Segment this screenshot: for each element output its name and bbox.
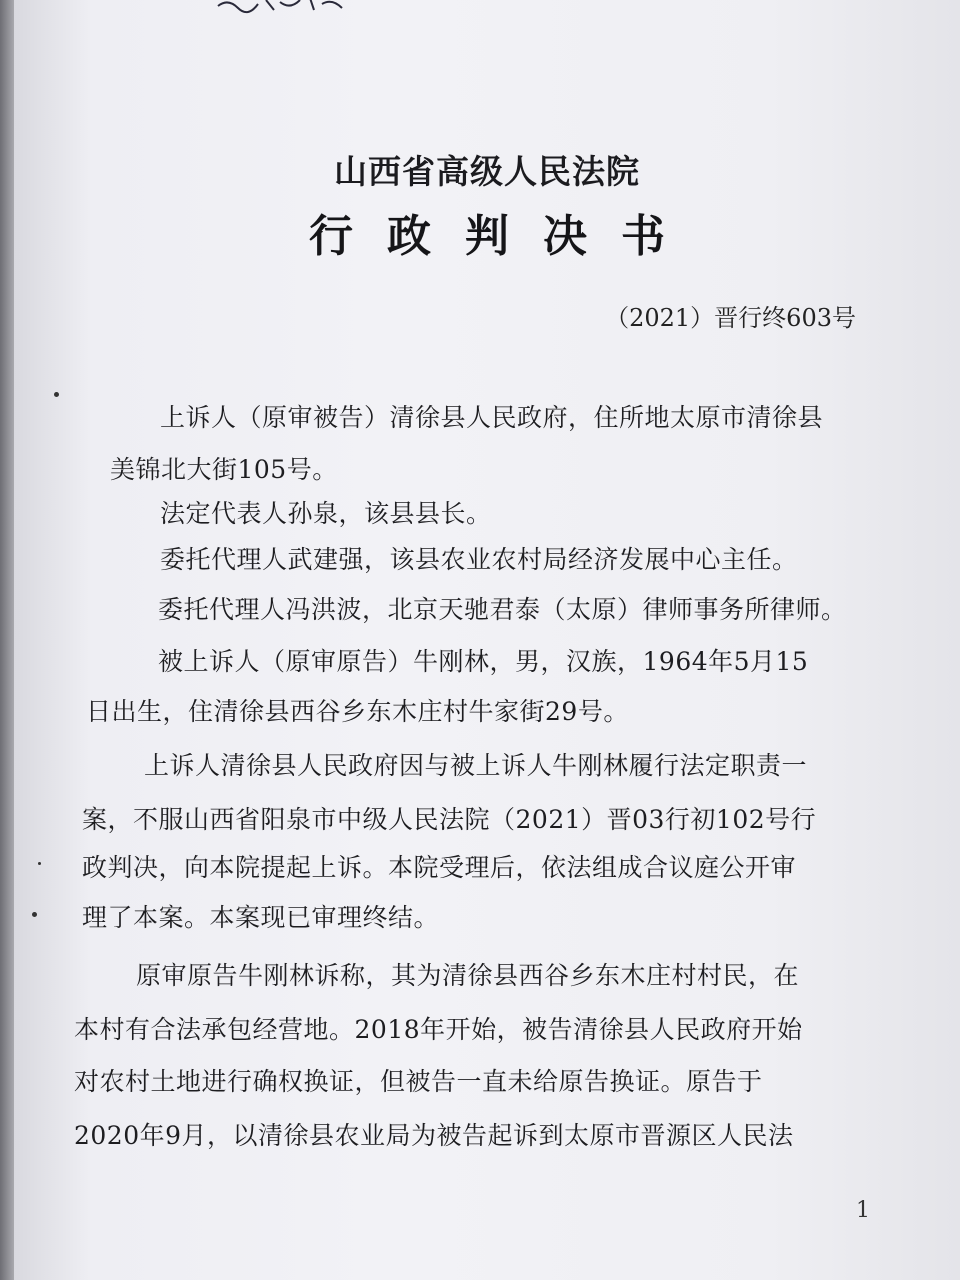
- body-line: 案，不服山西省阳泉市中级人民法院（2021）晋03行初102号行: [82, 805, 817, 834]
- page-edge-shadow: [0, 0, 14, 1280]
- margin-mark: [38, 862, 41, 865]
- body-line: 本村有合法承包经营地。2018年开始，被告清徐县人民政府开始: [74, 1015, 803, 1044]
- body-line: 政判决，向本院提起上诉。本院受理后，依法组成合议庭公开审: [82, 853, 797, 882]
- body-line: 理了本案。本案现已审理终结。: [82, 903, 440, 932]
- margin-mark: [32, 912, 37, 917]
- body-line: 对农村土地进行确权换证，但被告一直未给原告换证。原告于: [74, 1067, 763, 1096]
- court-name: 山西省高级人民法院: [334, 152, 640, 191]
- page-number: 1: [856, 1198, 870, 1223]
- body-line: 被上诉人（原审原告）牛刚林，男，汉族，1964年5月15: [158, 647, 809, 676]
- case-number: （2021）晋行终603号: [605, 304, 856, 332]
- body-line: 美锦北大街105号。: [110, 455, 338, 484]
- body-line: 委托代理人武建强，该县农业农村局经济发展中心主任。: [160, 545, 798, 574]
- body-line: 法定代表人孙泉，该县县长。: [160, 499, 492, 528]
- body-line: 原审原告牛刚林诉称，其为清徐县西谷乡东木庄村村民，在: [136, 961, 800, 990]
- body-line: 日出生，住清徐县西谷乡东木庄村牛家街29号。: [86, 697, 629, 726]
- margin-mark: [54, 392, 59, 397]
- handwritten-mark: [214, 0, 354, 16]
- document-page: [14, 0, 960, 1280]
- body-line: 委托代理人冯洪波，北京天驰君泰（太原）律师事务所律师。: [158, 595, 847, 624]
- body-line: 上诉人清徐县人民政府因与被上诉人牛刚林履行法定职责一: [144, 751, 808, 780]
- document-title: 行政判决书: [309, 211, 699, 262]
- body-line: 2020年9月，以清徐县农业局为被告起诉到太原市晋源区人民法: [74, 1121, 794, 1150]
- body-line: 上诉人（原审被告）清徐县人民政府，住所地太原市清徐县: [160, 403, 824, 432]
